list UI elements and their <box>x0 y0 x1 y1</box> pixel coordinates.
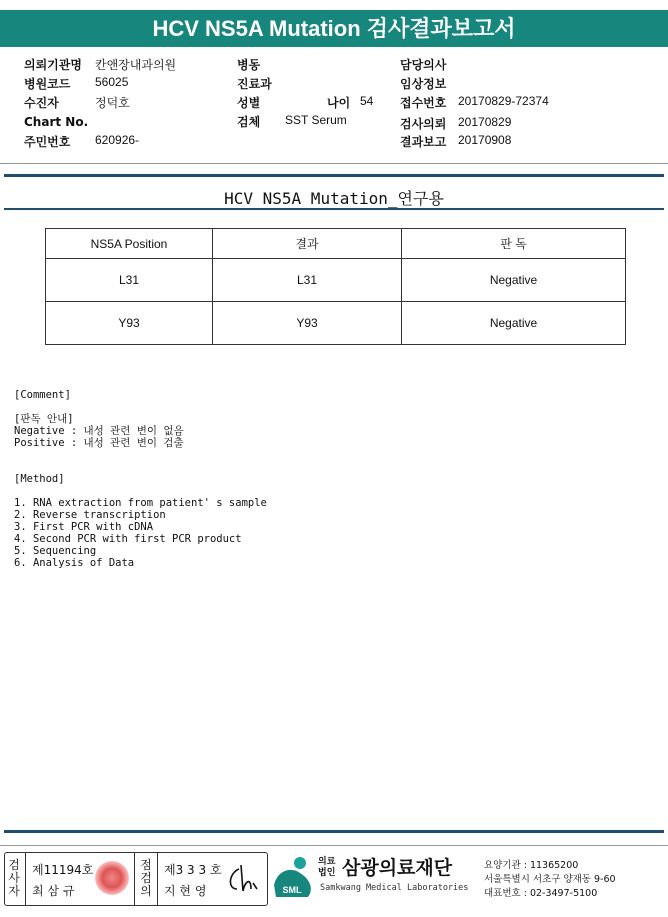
info-value-patient: 정덕호 <box>95 96 130 110</box>
info-key-age: 나이 <box>327 96 351 110</box>
guide-line-negative: Negative : 내성 관련 변이 없음 <box>14 425 184 437</box>
table-cell-interpretation: Negative <box>402 259 626 302</box>
org-prefix-top: 의료 <box>318 857 336 867</box>
info-value-receipt-no: 20170829-72374 <box>458 94 549 108</box>
divider-thin <box>0 163 668 164</box>
checker-license-no: 제3 3 3 호 <box>164 863 222 877</box>
info-key-receipt-no: 접수번호 <box>400 96 447 110</box>
method-step: 5. Sequencing <box>14 545 97 557</box>
info-key-hospital-code: 병원코드 <box>24 77 71 91</box>
patient-info <box>0 0 668 160</box>
info-key-clinical-info: 임상정보 <box>400 77 447 91</box>
result-table <box>45 228 626 345</box>
table-header-row <box>46 229 626 259</box>
org-code: 요양기관 : 11365200 <box>484 860 579 871</box>
inspector-license-no: 제11194호 <box>32 863 94 877</box>
checker-label: 점검의 <box>140 858 152 898</box>
info-value-hospital-code: 56025 <box>95 75 129 89</box>
info-key-institution: 의뢰기관명 <box>24 58 82 72</box>
divider-thick <box>4 174 664 177</box>
table-cell-result: Y93 <box>213 302 402 345</box>
org-name-en: Samkwang Medical Laboratories <box>320 883 469 893</box>
inspector-label-divider <box>25 853 26 905</box>
section-title-underline <box>4 208 664 210</box>
comment-heading: [Comment] <box>14 389 71 401</box>
method-step: 3. First PCR with cDNA <box>14 521 154 533</box>
info-key-request-date: 검사의뢰 <box>400 117 447 131</box>
checker-divider-right <box>157 853 158 905</box>
inspector-seal-icon <box>95 861 129 895</box>
sml-logo-icon <box>270 855 316 901</box>
table-cell-position: Y93 <box>46 302 213 345</box>
info-value-institution: 칸앤장내과의원 <box>95 58 177 72</box>
info-value-request-date: 20170829 <box>458 115 512 129</box>
info-key-report-date: 결과보고 <box>400 135 447 149</box>
report-title: HCV NS5A Mutation 검사결과보고서 <box>0 10 668 47</box>
method-heading: [Method] <box>14 473 65 485</box>
table-row <box>46 302 626 345</box>
info-key-resident-no: 주민번호 <box>24 135 71 149</box>
logo-mark-text: SML <box>282 885 302 895</box>
method-step: 2. Reverse transcription <box>14 509 166 521</box>
signature-box <box>4 852 268 906</box>
info-value-report-date: 20170908 <box>458 133 512 147</box>
guide-line-positive: Positive : 내성 관련 변이 검출 <box>14 437 184 449</box>
info-key-doctor: 담당의사 <box>400 58 447 72</box>
method-step: 6. Analysis of Data <box>14 557 135 569</box>
footer-divider-thick <box>4 830 664 833</box>
info-key-specimen: 검체 <box>237 115 261 129</box>
info-key-patient: 수진자 <box>24 96 59 110</box>
info-key-ward: 병동 <box>237 58 261 72</box>
info-key-department: 진료과 <box>237 77 272 91</box>
org-phone: 대표번호 : 02-3497-5100 <box>484 888 598 899</box>
method-step: 4. Second PCR with first PCR product <box>14 533 242 545</box>
inspector-name: 최 삼 규 <box>32 884 75 898</box>
org-address: 서울특별시 서초구 양재동 9-60 <box>484 874 616 885</box>
section-title: HCV NS5A Mutation_연구용 <box>224 189 444 208</box>
table-row <box>46 259 626 302</box>
info-key-sex: 성별 <box>237 96 261 110</box>
org-prefix-bottom: 법인 <box>318 868 336 878</box>
info-value-resident-no: 620926- <box>95 133 140 147</box>
method-step: 1. RNA extraction from patient' s sample <box>14 497 267 509</box>
checker-name: 지 현 영 <box>164 884 207 898</box>
table-cell-interpretation: Negative <box>402 302 626 345</box>
table-header-result: 결과 <box>213 229 402 259</box>
checker-divider-left <box>134 853 135 905</box>
inspector-label: 검사자 <box>8 858 20 898</box>
info-key-chart-no: Chart No. <box>24 115 89 129</box>
table-cell-result: L31 <box>213 259 402 302</box>
table-cell-position: L31 <box>46 259 213 302</box>
table-header-position: NS5A Position <box>46 229 213 259</box>
checker-signature-icon <box>225 863 263 897</box>
info-value-specimen: SST Serum <box>285 113 347 127</box>
org-prefix <box>318 857 335 879</box>
info-value-age: 54 <box>360 94 374 108</box>
table-header-interpretation: 판 독 <box>402 229 626 259</box>
footer-divider-thin <box>0 845 668 846</box>
guide-heading: [판독 안내] <box>14 413 74 425</box>
org-name: 삼광의료재단 <box>342 857 453 879</box>
